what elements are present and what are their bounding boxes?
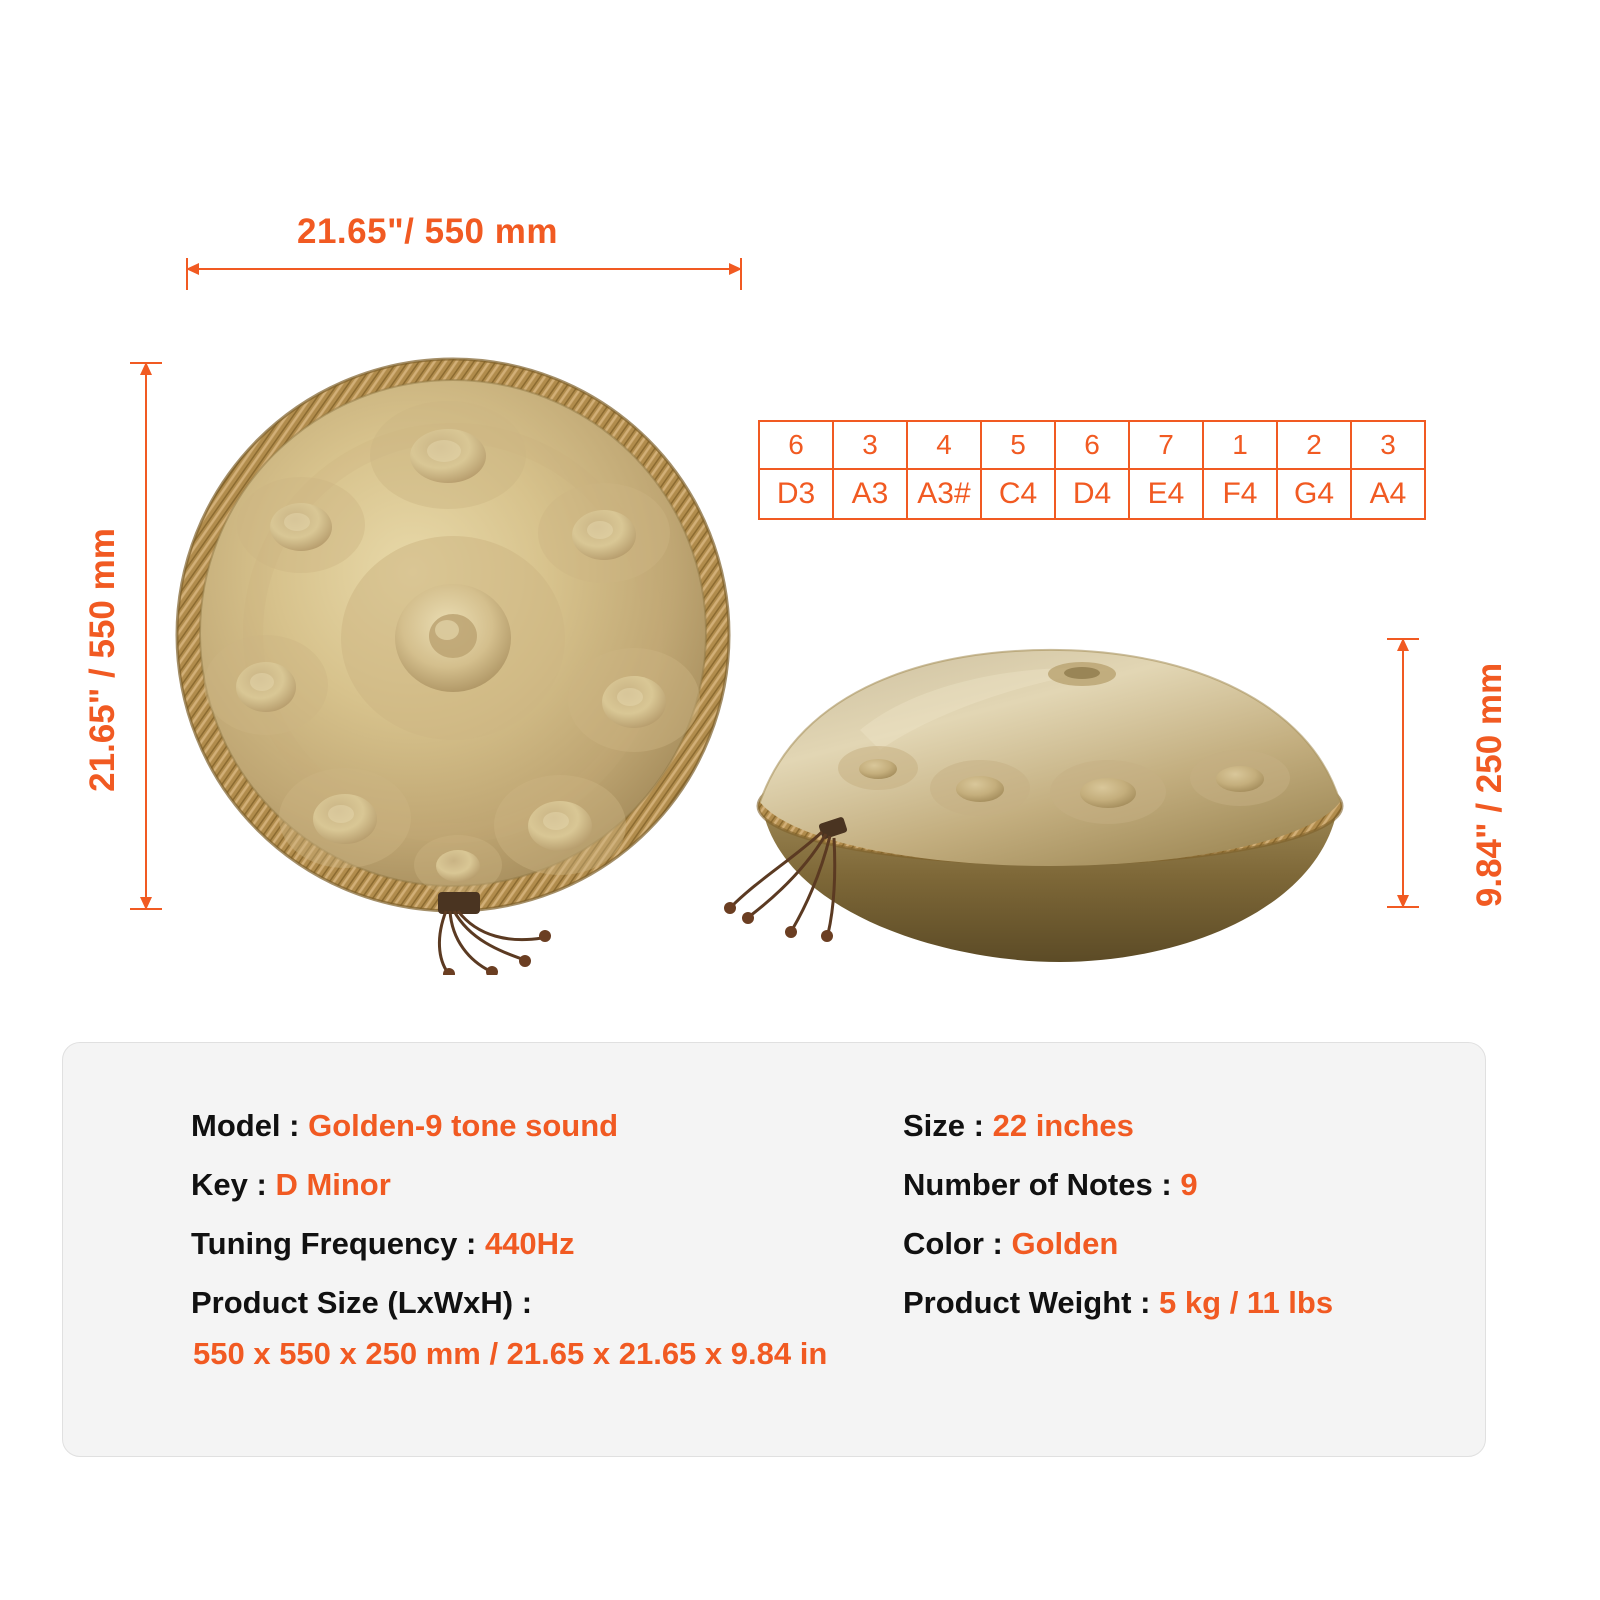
note-number-cell: 1 bbox=[1203, 421, 1277, 469]
note-name-cell: A4 bbox=[1351, 469, 1425, 519]
note-name-cell: C4 bbox=[981, 469, 1055, 519]
note-number-cell: 5 bbox=[981, 421, 1055, 469]
note-number-cell: 6 bbox=[759, 421, 833, 469]
spec-value-number-of-notes: 9 bbox=[1180, 1166, 1198, 1202]
spec-row-size bbox=[903, 1105, 1333, 1147]
spec-row-color bbox=[903, 1223, 1333, 1265]
spec-label-product-weight: Product Weight : bbox=[903, 1284, 1151, 1320]
note-name-cell: G4 bbox=[1277, 469, 1351, 519]
spec-value-size: 22 inches bbox=[992, 1108, 1134, 1143]
spec-label-product-size: Product Size (LxWxH) : bbox=[191, 1284, 533, 1320]
left-dimension-tick-bottom bbox=[130, 908, 162, 910]
note-name-cell: E4 bbox=[1129, 469, 1203, 519]
note-name-cell: D4 bbox=[1055, 469, 1129, 519]
note-name-cell: D3 bbox=[759, 469, 833, 519]
spec-row-tuning-frequency bbox=[191, 1223, 827, 1265]
spec-value-key: D Minor bbox=[275, 1166, 391, 1202]
note-name-cell: F4 bbox=[1203, 469, 1277, 519]
spec-label-key: Key : bbox=[191, 1166, 267, 1202]
spec-column-right bbox=[903, 1105, 1333, 1340]
top-dimension-tick-left bbox=[186, 258, 188, 290]
table-row-numbers bbox=[759, 421, 1425, 469]
note-mapping-table bbox=[758, 420, 1426, 520]
spec-value-product-weight: 5 kg / 11 lbs bbox=[1159, 1284, 1334, 1320]
spec-row-product-size bbox=[191, 1282, 827, 1376]
top-dimension-line bbox=[186, 268, 742, 270]
spec-value-tuning-frequency: 440Hz bbox=[484, 1225, 575, 1261]
specification-panel bbox=[62, 1042, 1486, 1457]
handpan-side-view-image bbox=[710, 610, 1390, 1000]
spec-label-model: Model : bbox=[191, 1108, 300, 1143]
spec-value-color: Golden bbox=[1011, 1225, 1119, 1261]
note-number-cell: 3 bbox=[1351, 421, 1425, 469]
note-name-cell: A3 bbox=[833, 469, 907, 519]
right-dimension-tick-bottom bbox=[1387, 906, 1419, 908]
top-dimension-tick-right bbox=[740, 258, 742, 290]
spec-label-color: Color : bbox=[903, 1225, 1003, 1261]
handpan-top-view-image bbox=[170, 355, 760, 975]
table-row-notes bbox=[759, 469, 1425, 519]
spec-label-size: Size : bbox=[903, 1108, 984, 1143]
right-dimension-line bbox=[1402, 638, 1404, 908]
note-number-cell: 3 bbox=[833, 421, 907, 469]
spec-label-number-of-notes: Number of Notes : bbox=[903, 1166, 1172, 1202]
spec-row-model bbox=[191, 1105, 827, 1147]
spec-row-key bbox=[191, 1164, 827, 1206]
spec-row-number-of-notes bbox=[903, 1164, 1333, 1206]
right-dimension-label: 9.84" / 250 mm bbox=[1470, 662, 1509, 908]
note-number-cell: 4 bbox=[907, 421, 981, 469]
top-dimension-label: 21.65"/ 550 mm bbox=[297, 212, 558, 251]
left-dimension-tick-top bbox=[130, 362, 162, 364]
right-dimension-tick-top bbox=[1387, 638, 1419, 640]
spec-column-left bbox=[191, 1105, 827, 1392]
note-number-cell: 7 bbox=[1129, 421, 1203, 469]
note-name-cell: A3# bbox=[907, 469, 981, 519]
spec-value-model: Golden-9 tone sound bbox=[308, 1108, 619, 1143]
left-dimension-label: 21.65" / 550 mm bbox=[83, 528, 122, 792]
left-dimension-line bbox=[145, 362, 147, 910]
note-number-cell: 6 bbox=[1055, 421, 1129, 469]
note-number-cell: 2 bbox=[1277, 421, 1351, 469]
spec-label-tuning-frequency: Tuning Frequency : bbox=[191, 1225, 477, 1261]
spec-row-product-weight bbox=[903, 1282, 1333, 1324]
spec-value-product-size: 550 x 550 x 250 mm / 21.65 x 21.65 x 9.84 in bbox=[193, 1336, 828, 1372]
